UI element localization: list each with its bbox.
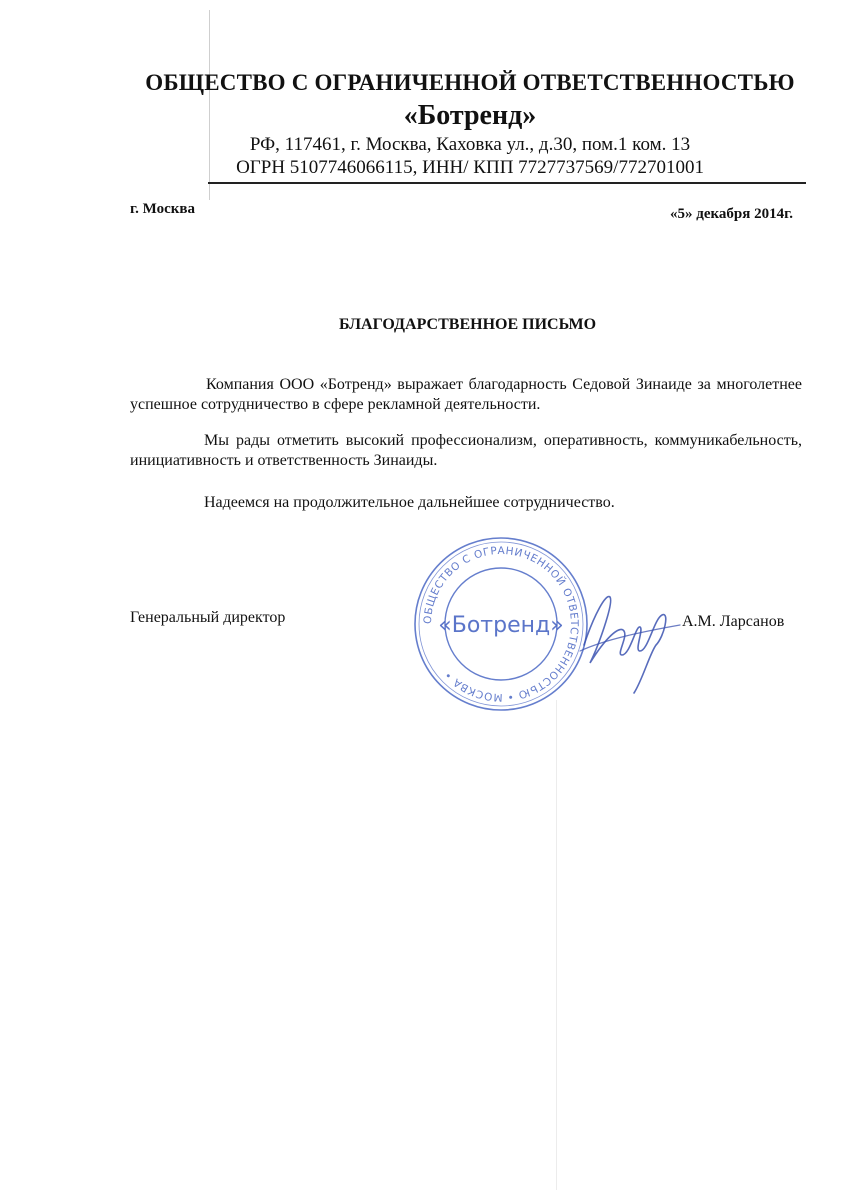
letter-city: г. Москва (130, 201, 195, 217)
paragraph: Компания ООО «Ботренд» выражает благодарность Седовой Зинаиде за многолетнее успешное сотрудничество в сфере рекламной деятельности. (130, 376, 802, 413)
signer-role: Генеральный директор (130, 609, 286, 626)
org-address: РФ, 117461, г. Москва, Каховка ул., д.30, пом.1 ком. 13 (249, 134, 691, 155)
org-name: «Ботренд» (403, 100, 537, 131)
signer-name: А.М. Ларсанов (682, 613, 785, 630)
handwritten-signature (576, 585, 686, 695)
seal-center-text: «Ботренд» (438, 613, 564, 638)
paragraph: Мы рады отметить высокий профессионализм, оперативность, коммуникабельность, инициативность и ответственность Зинаиды. (130, 432, 802, 469)
paragraph: Надеемся на продолжительное дальнейшее сотрудничество. (204, 494, 615, 511)
header-rule (208, 182, 806, 184)
org-type: ОБЩЕСТВО С ОГРАНИЧЕННОЙ ОТВЕТСТВЕННОСТЬЮ (145, 70, 795, 95)
seal-ring-text: ОБЩЕСТВО С ОГРАНИЧЕННОЙ ОТВЕТСТВЕННОСТЬЮ • МОСКВА • (421, 544, 581, 704)
letter-date: «5» декабря 2014г. (670, 206, 793, 222)
scan-artifact-line (556, 700, 557, 1190)
org-registration: ОГРН 5107746066115, ИНН/ КПП 7727737569/772701001 (236, 157, 704, 178)
company-seal (412, 535, 590, 713)
letter-title: БЛАГОДАРСТВЕННОЕ ПИСЬМО (338, 316, 597, 333)
